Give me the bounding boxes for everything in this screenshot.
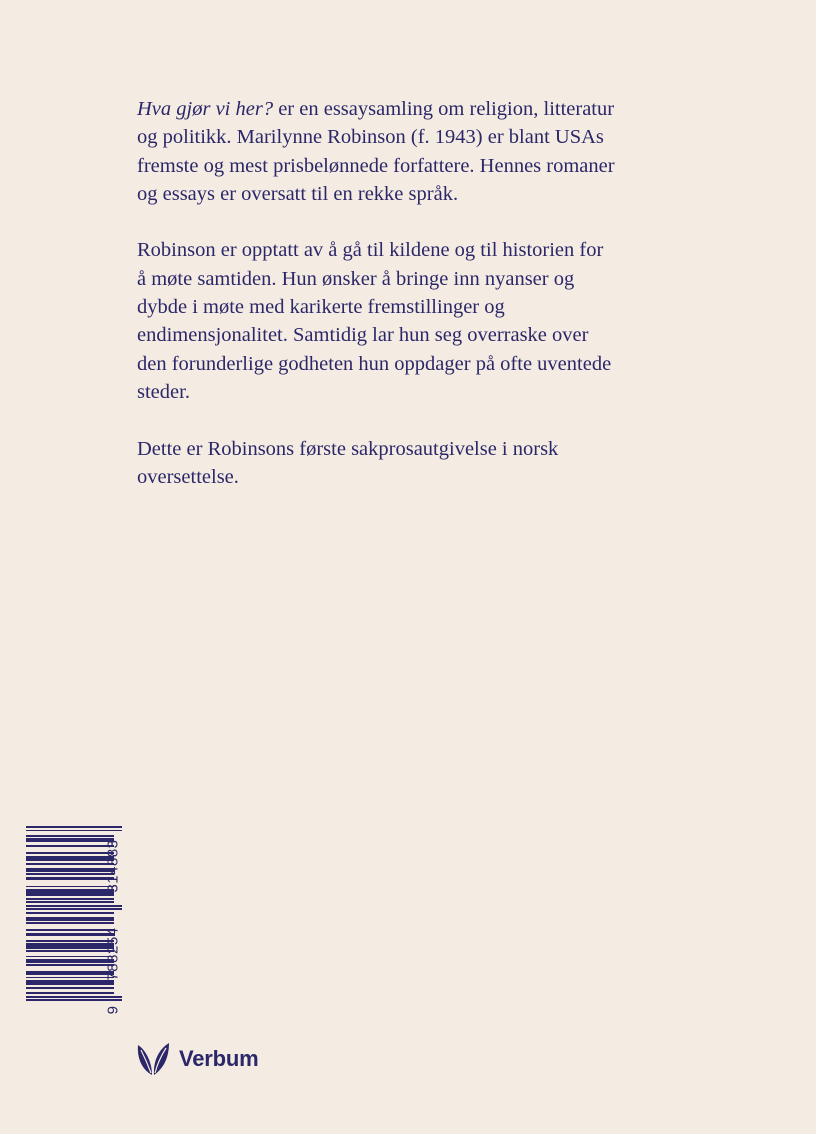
blurb-paragraph-3: Dette er Robinsons første sakprosautgivelse i norsk oversettelse. — [137, 437, 559, 488]
blurb-paragraph-2: Robinson er opptatt av å gå til kildene og til historien for å møte samtiden. Hun ønsker å bringe inn nyanser og dybde i møte med karikerte fremstillinger og endimensjonalitet. Samtidig lar hun seg overraske over den forunderlige godheten hun oppdager på ofte uventede steder. — [137, 239, 612, 403]
isbn-digits — [96, 830, 130, 1015]
book-title: Hva gjør vi her? — [137, 98, 274, 120]
isbn-digit-group-1: 788254 — [104, 927, 122, 981]
back-cover-blurb — [137, 95, 617, 519]
barcode-guard-bar — [26, 826, 122, 828]
publisher-logo — [135, 1041, 259, 1077]
isbn-first-digit: 9 — [104, 1005, 122, 1015]
blurb-paragraph-1-text: er en essaysamling om religion, litteratur og politikk. Marilynne Robinson (f. 1943) er blant USAs fremste og mest prisbelønnede forfattere. Hennes romaner og essays er oversatt til en rekke språk. — [137, 98, 615, 205]
blurb-paragraph-1 — [137, 95, 617, 208]
publisher-name: Verbum — [179, 1046, 259, 1071]
isbn-digit-group-2: 314883 — [104, 839, 122, 893]
double-leaf-icon — [135, 1041, 171, 1077]
